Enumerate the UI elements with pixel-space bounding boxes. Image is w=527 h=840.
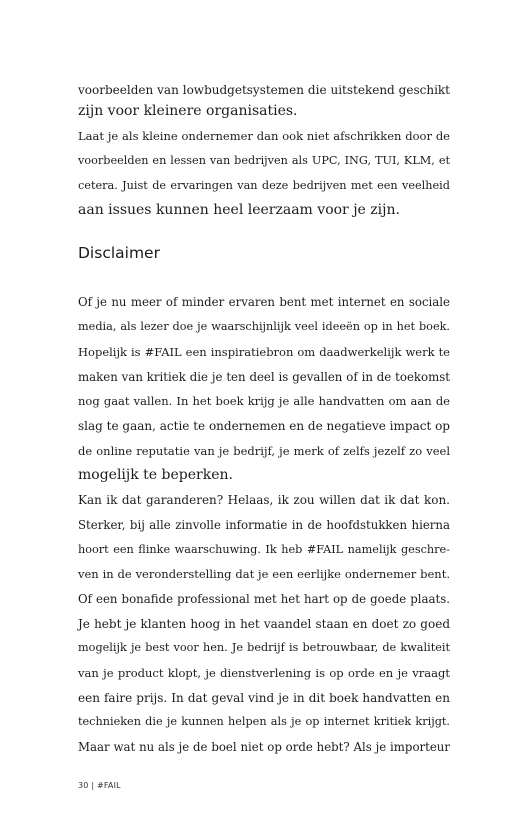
body-line: nog gaat vallen. In het boek krijg je alle handvatten om aan de [78,394,450,408]
body-line: maken van kritiek die je ten deel is gevallen of in de toekomst [78,370,450,384]
body-line: Sterker, bij alle zinvolle informatie in de hoofdstukken hierna [78,518,450,532]
page-footer: 30 | #FAIL [78,781,121,790]
body-line: Je hebt je klanten hoog in het vaandel staan en doet zo goed [78,617,450,631]
section-heading: Disclaimer [78,244,160,262]
intro-line: zijn voor kleinere organisaties. [78,103,298,119]
body-line: de online reputatie van je bedrijf, je merk of zelfs jezelf zo veel [78,444,450,458]
body-line: mogelijk te beperken. [78,467,233,483]
body-line: Of je nu meer of minder ervaren bent met internet en sociale [78,295,450,309]
body-line: een faire prijs. In dat geval vind je in dit boek handvatten en [78,691,450,705]
body-line: Kan ik dat garanderen? Helaas, ik zou willen dat ik dat kon. [78,493,450,507]
body-line: technieken die je kunnen helpen als je op internet kritiek krijgt. [78,715,450,728]
body-line: Of een bonafide professional met het hart op de goede plaats. [78,592,450,606]
body-line: hoort een flinke waarschuwing. Ik heb #FAIL namelijk geschre- [78,543,450,556]
intro-line: cetera. Juist de ervaringen van deze bedrijven met een veelheid [78,179,450,192]
body-line: ven in de veronderstelling dat je een eerlijke ondernemer bent. [78,567,450,581]
body-line: Hopelijk is #FAIL een inspiratiebron om daadwerkelijk werk te [78,345,450,359]
body-line: slag te gaan, actie te ondernemen en de negatieve impact op [78,419,450,433]
intro-line: voorbeelden en lessen van bedrijven als UPC, ING, TUI, KLM, et [78,154,450,167]
intro-line: aan issues kunnen heel leerzaam voor je zijn. [78,202,400,218]
body-line: mogelijk je best voor hen. Je bedrijf is betrouwbaar, de kwaliteit [78,641,450,654]
intro-line: voorbeelden van lowbudgetsystemen die uitstekend geschikt [78,83,450,97]
intro-line: Laat je als kleine ondernemer dan ook niet afschrikken door de [78,129,450,143]
body-line: van je product klopt, je dienstverlening is op orde en je vraagt [78,666,450,680]
body-line: Maar wat nu als je de boel niet op orde hebt? Als je importeur [78,740,450,754]
body-line: media, als lezer doe je waarschijnlijk veel ideeën op in het boek. [78,320,450,333]
